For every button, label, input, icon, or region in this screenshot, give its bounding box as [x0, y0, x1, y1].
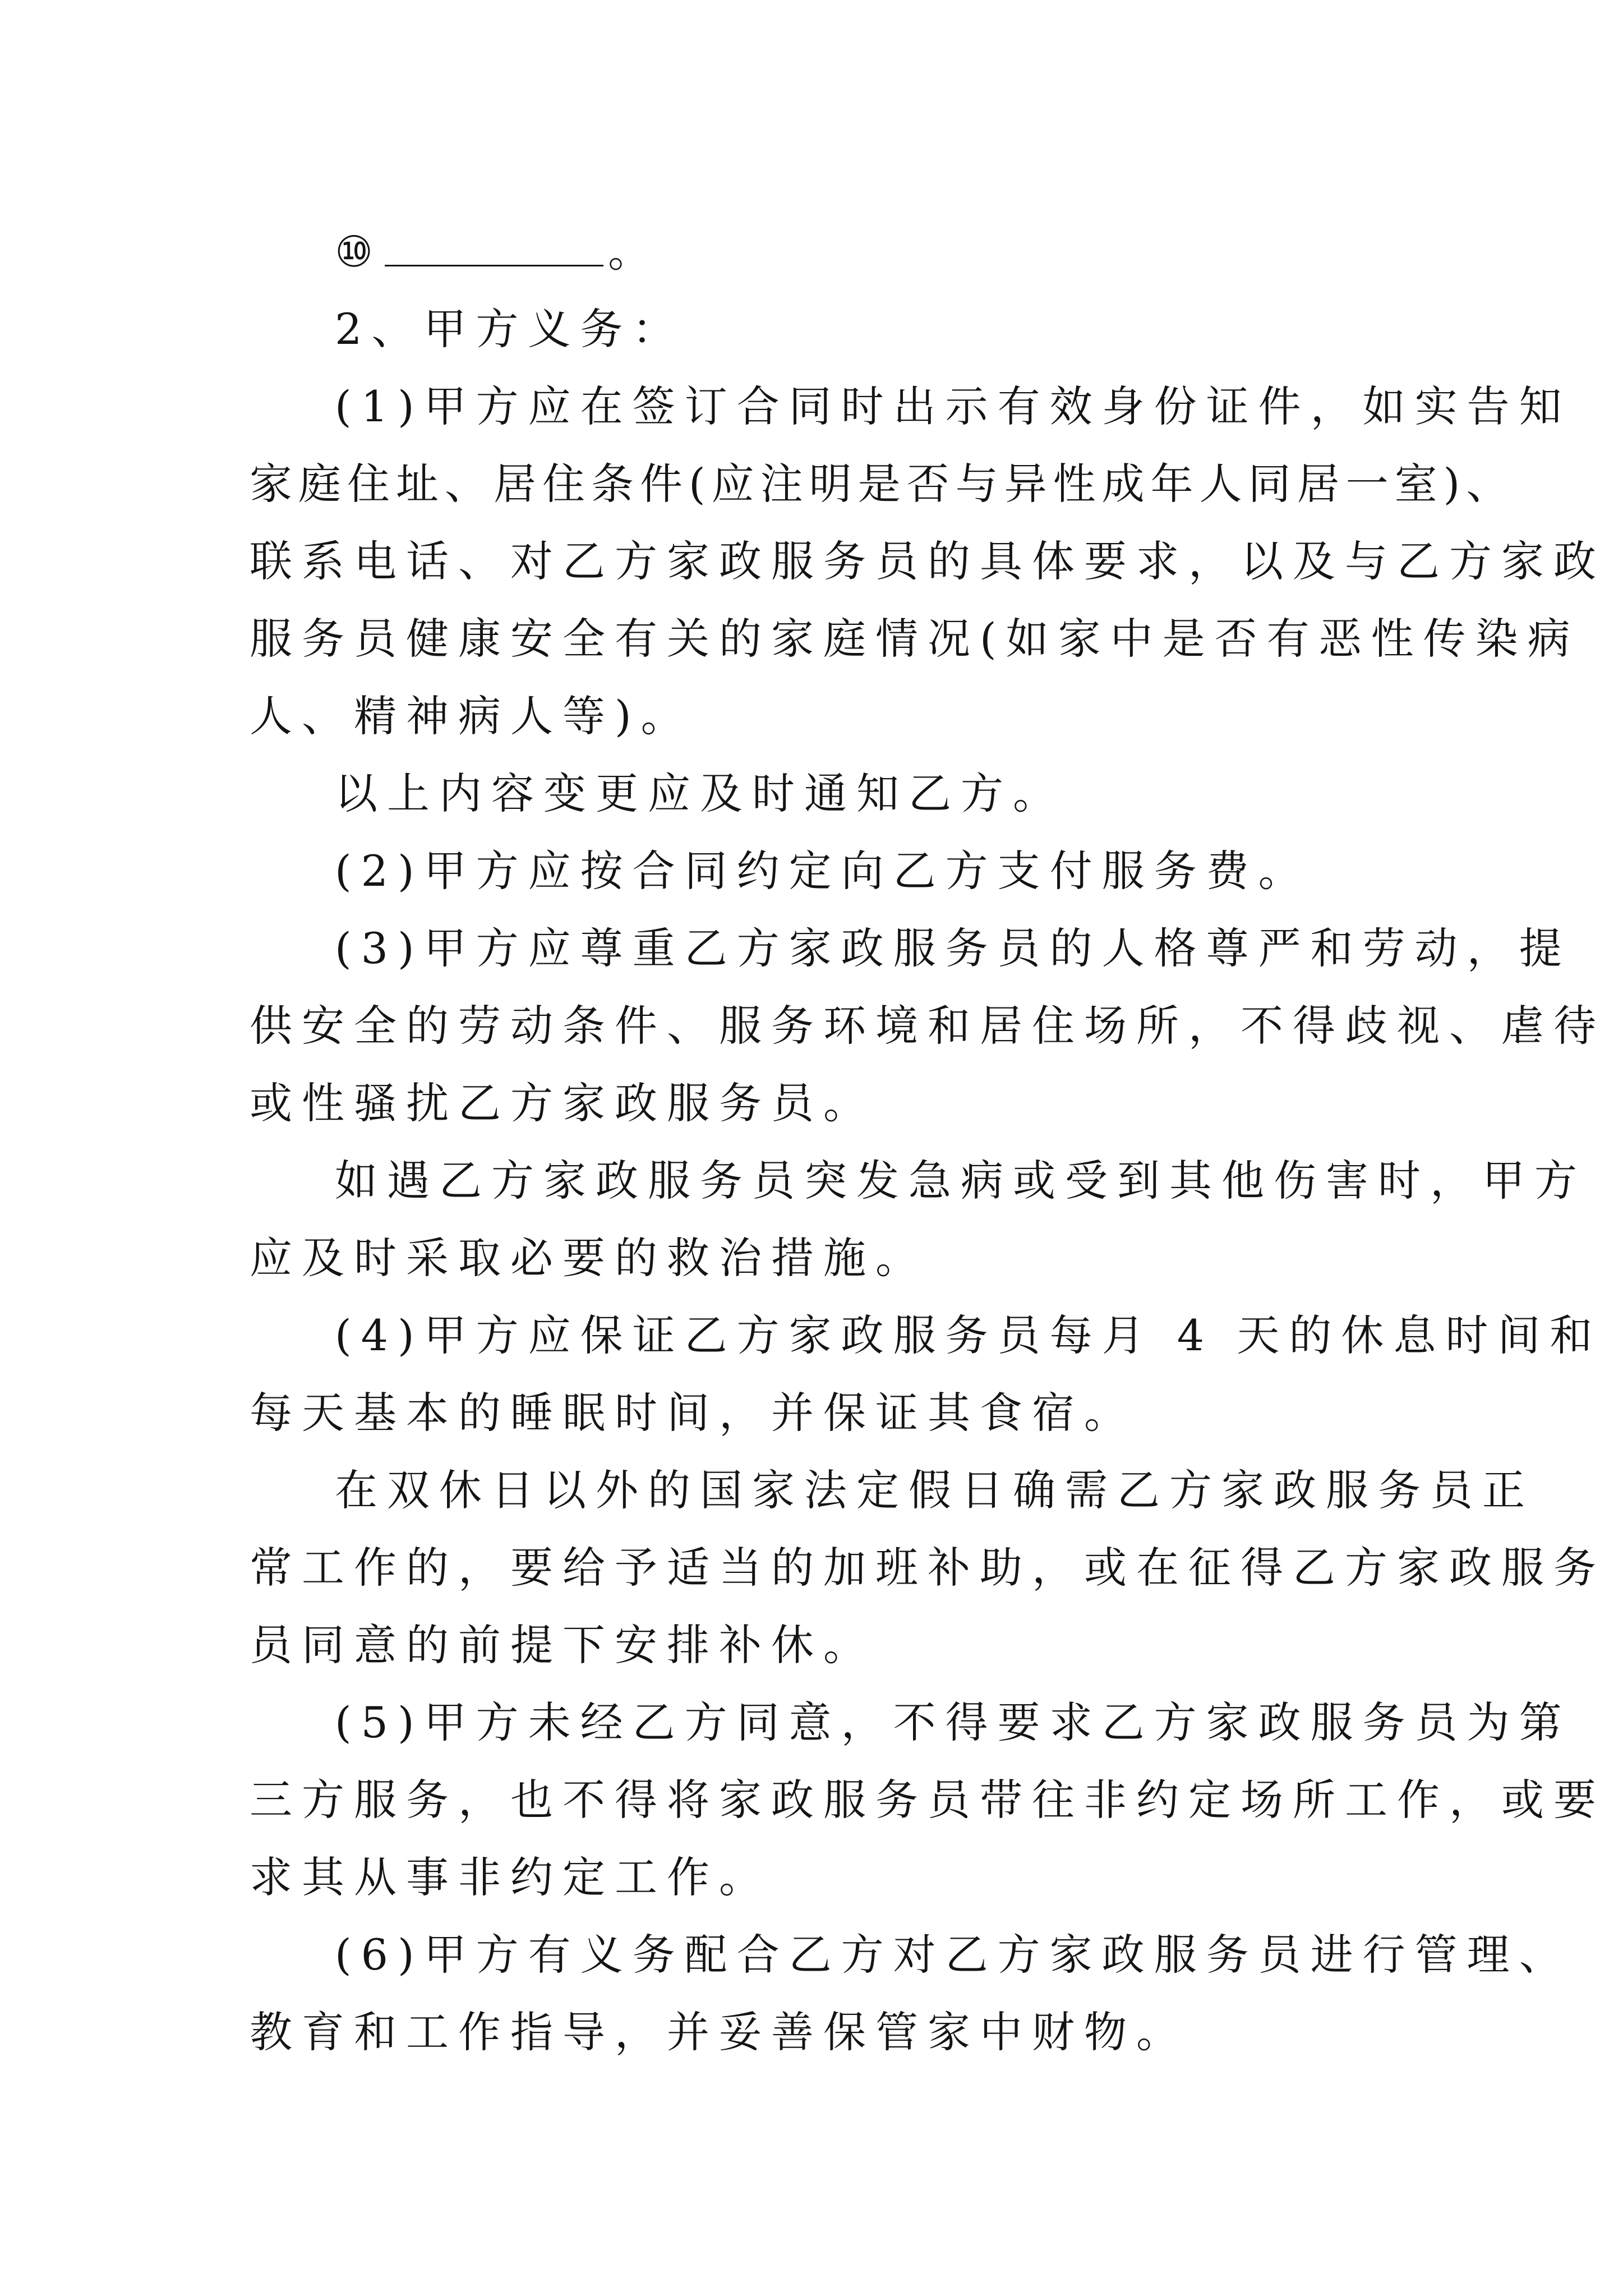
paragraph-line: (1)甲方应在签订合同时出示有效身份证件，如实告知 — [335, 381, 1571, 431]
paragraph-line: 如遇乙方家政服务员突发急病或受到其他伤害时，甲方 — [335, 1156, 1587, 1205]
paragraph-line: 员同意的前提下安排补休。 — [250, 1620, 875, 1670]
paragraph-line: 以上内容变更应及时通知乙方。 — [335, 769, 1065, 818]
paragraph-line: 或性骚扰乙方家政服务员。 — [250, 1078, 875, 1128]
item-10-marker: ⑩ — [335, 227, 383, 277]
paragraph-line: 教育和工作指导，并妥善保管家中财物。 — [250, 2007, 1188, 2057]
paragraph-line: (6)甲方有义务配合乙方对乙方家政服务员进行管理、 — [335, 1930, 1571, 1980]
item-10-line — [250, 213, 1377, 291]
paragraph-line: 三方服务，也不得将家政服务员带往非约定场所工作，或要 — [250, 1775, 1606, 1825]
paragraph-line: (5)甲方未经乙方同意，不得要求乙方家政服务员为第 — [335, 1697, 1571, 1747]
paragraph-line: 家庭住址、居住条件(应注明是否与异性成年人同居一室)、 — [250, 459, 1515, 509]
paragraph-line: 服务员健康安全有关的家庭情况(如家中是否有恶性传染病 — [250, 614, 1580, 664]
paragraph-line: 应及时采取必要的救治措施。 — [250, 1233, 928, 1283]
paragraph-line: 联系电话、对乙方家政服务员的具体要求，以及与乙方家政 — [250, 536, 1606, 586]
paragraph-line: (3)甲方应尊重乙方家政服务员的人格尊严和劳动，提 — [335, 923, 1571, 973]
fill-in-blank — [385, 230, 603, 266]
paragraph-line: 供安全的劳动条件、服务环境和居住场所，不得歧视、虐待 — [250, 1001, 1606, 1051]
section-heading: 2、甲方义务： — [335, 304, 685, 354]
paragraph-line: (4)甲方应保证乙方家政服务员每月 4 天的休息时间和 — [335, 1310, 1602, 1360]
paragraph-line: 在双休日以外的国家法定假日确需乙方家政服务员正 — [335, 1465, 1534, 1515]
paragraph-line: 常工作的，要给予适当的加班补助，或在征得乙方家政服务 — [250, 1543, 1606, 1593]
paragraph-line: (2)甲方应按合同约定向乙方支付服务费。 — [335, 846, 1311, 896]
document-page — [250, 213, 1606, 2071]
paragraph-line: 每天基本的睡眠时间，并保证其食宿。 — [250, 1388, 1136, 1438]
paragraph-line: 求其从事非约定工作。 — [250, 1852, 771, 1902]
item-10-end: 。 — [608, 227, 661, 277]
paragraph-line: 人、精神病人等)。 — [250, 691, 693, 741]
